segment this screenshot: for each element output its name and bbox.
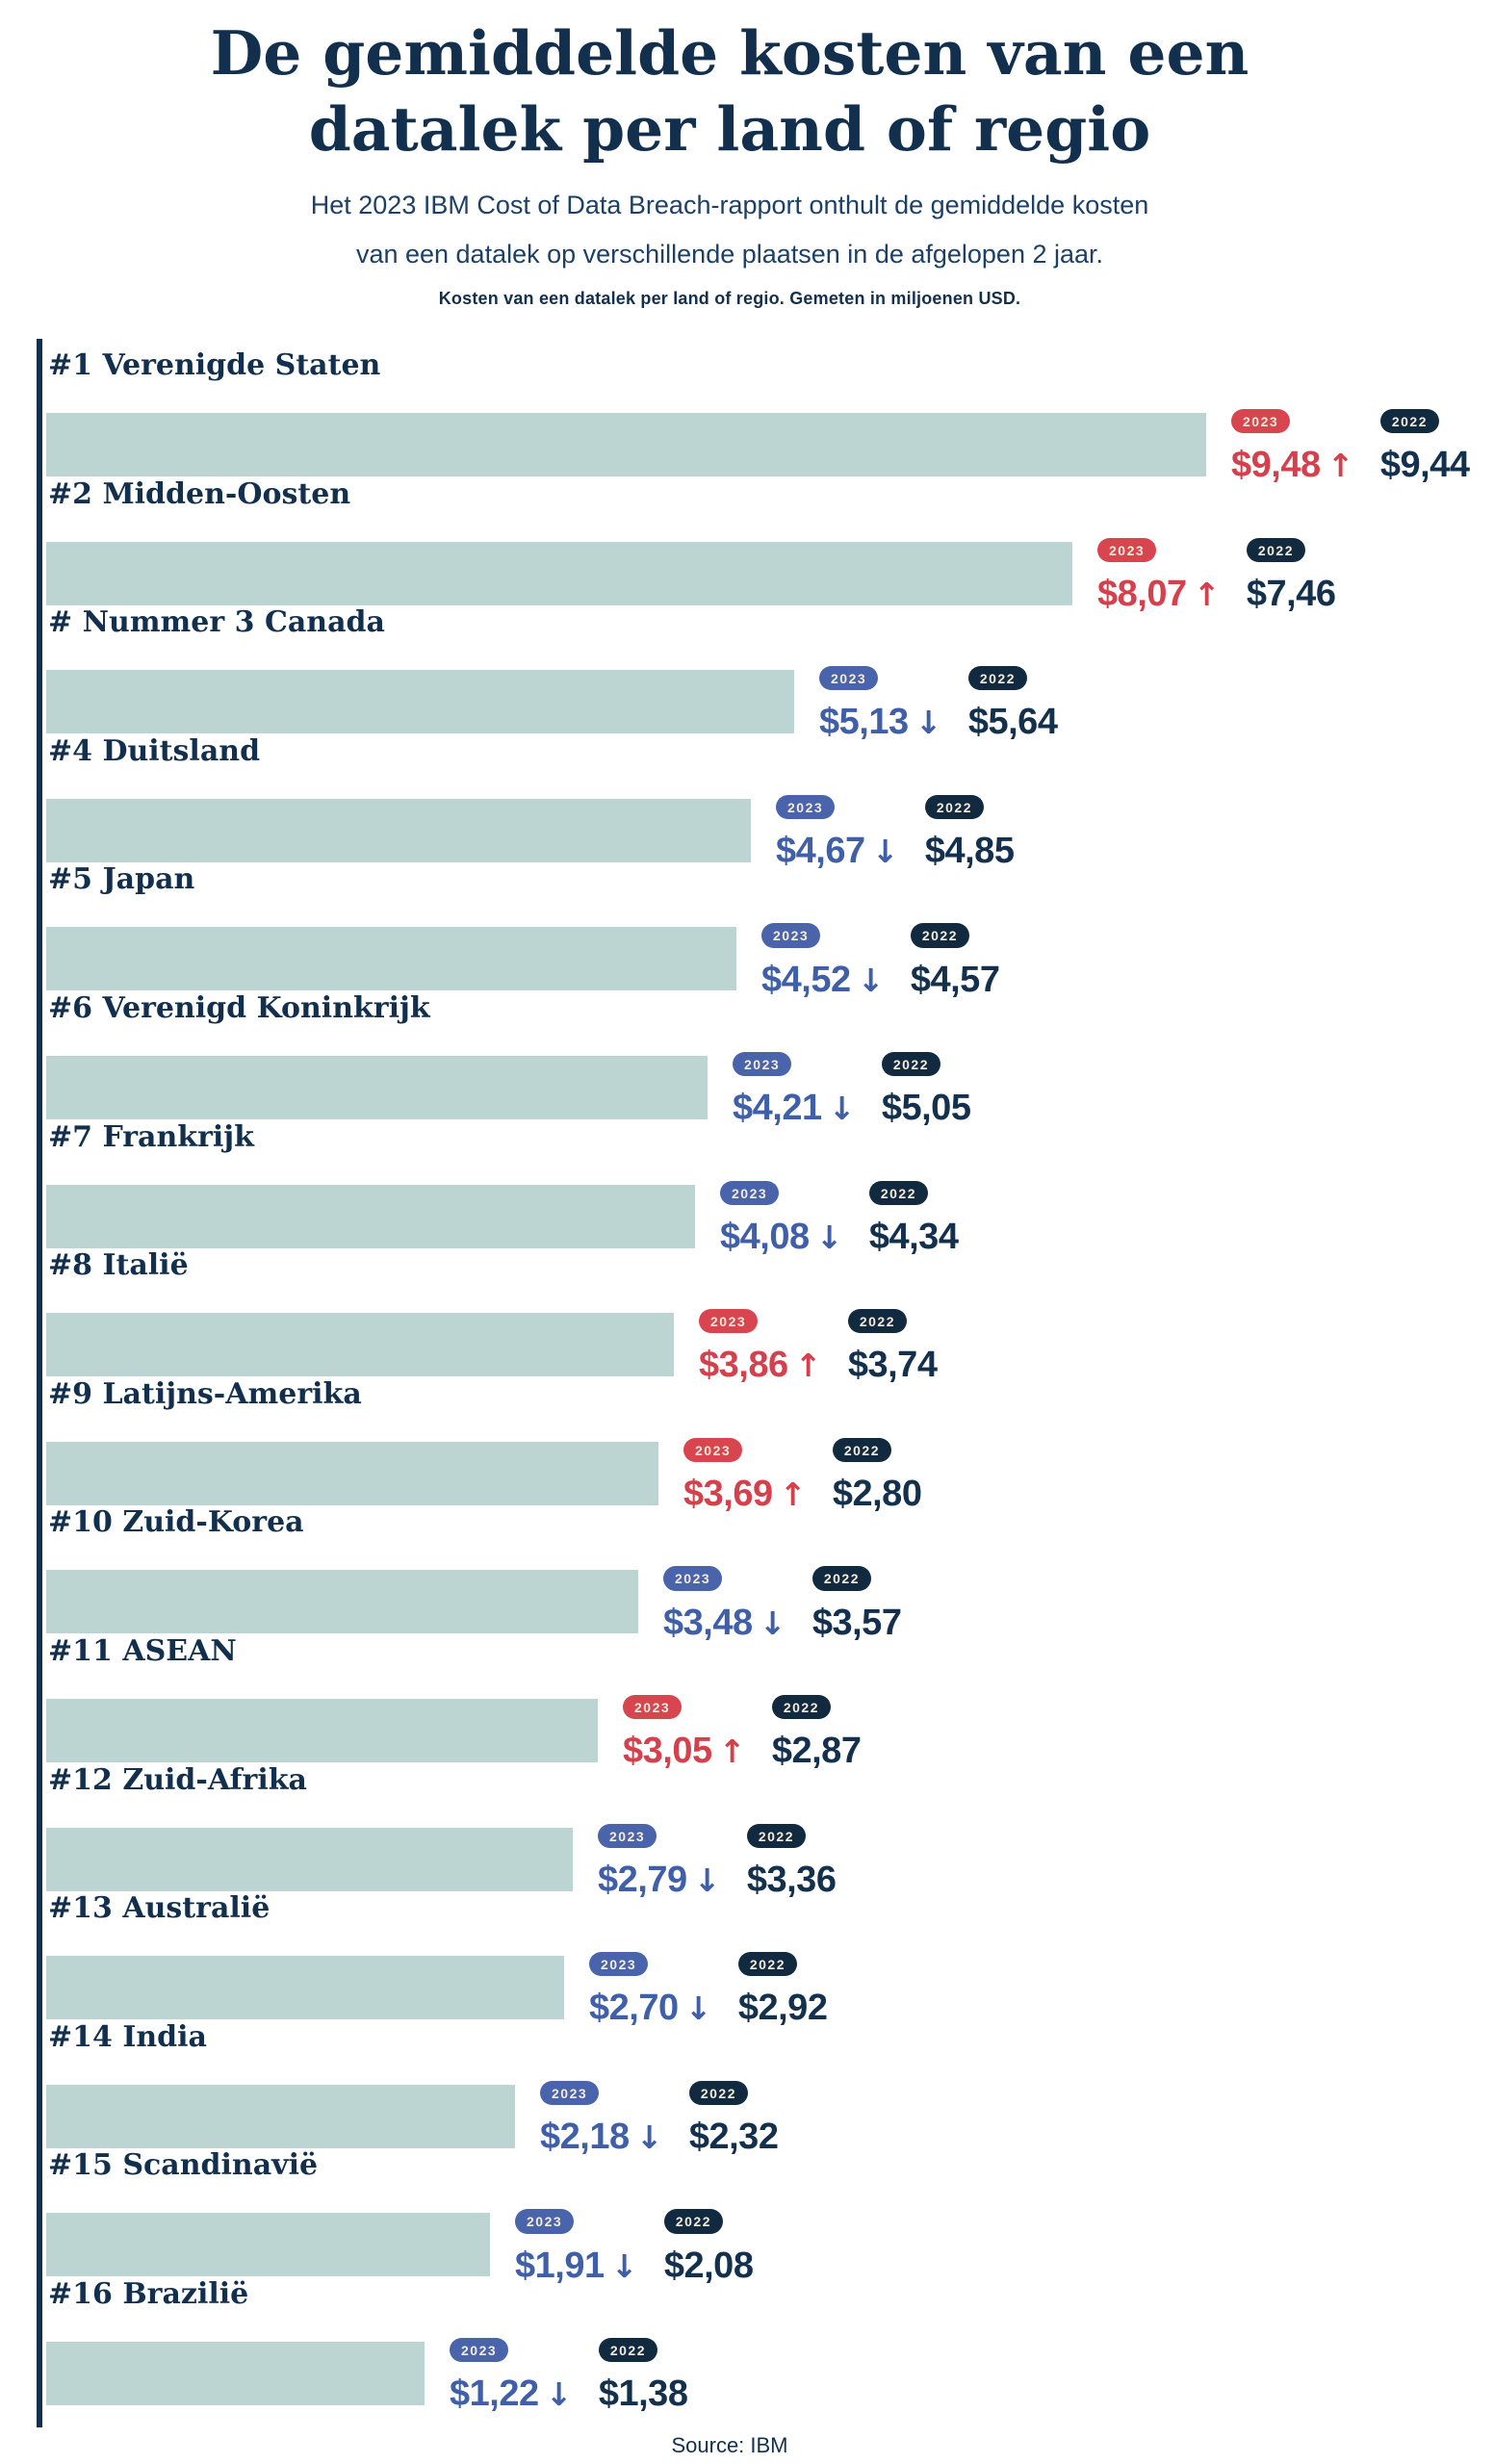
badge-2022: 2022 (747, 1824, 806, 1848)
chart-row (46, 2268, 1459, 2415)
badge-2023: 2023 (720, 1181, 779, 1205)
row-label: #15 Scandinavië (48, 2148, 319, 2183)
arrow-up-icon: ↑ (794, 1347, 821, 1385)
chart-row (46, 1111, 1459, 1257)
arrow-down-icon: ↓ (857, 961, 884, 999)
chart-row (46, 2139, 1459, 2286)
value-2022: $7,46 (1246, 573, 1336, 614)
badge-2022: 2022 (738, 1952, 797, 1976)
badge-2023: 2023 (515, 2209, 574, 2233)
arrow-down-icon: ↓ (610, 2246, 637, 2285)
badge-2022: 2022 (1247, 538, 1305, 562)
arrow-up-icon: ↑ (1193, 575, 1220, 613)
page-subtitle (0, 181, 1459, 280)
arrow-down-icon: ↓ (693, 1861, 720, 1899)
badge-2022: 2022 (664, 2209, 723, 2233)
value-2022: $1,38 (598, 2374, 688, 2415)
chart-row (46, 853, 1459, 1000)
value-2023: $8,07 ↑ (1097, 573, 1220, 614)
row-label: # Nummer 3 Canada (48, 605, 385, 640)
chart-row (46, 2011, 1459, 2157)
badge-2022: 2022 (772, 1695, 831, 1719)
arrow-down-icon: ↓ (914, 704, 941, 742)
badge-2023: 2023 (450, 2338, 508, 2362)
badge-2023: 2023 (683, 1438, 742, 1462)
arrow-down-icon: ↓ (815, 1218, 842, 1256)
page-title-line1: De gemiddelde kosten van een (210, 17, 1249, 89)
column-2022 (599, 2338, 712, 2415)
row-label: #11 ASEAN (48, 1633, 237, 1668)
value-2023: $2,79 ↓ (598, 1859, 720, 1900)
arrow-up-icon: ↑ (779, 1475, 806, 1513)
row-label: #16 Brazilië (48, 2276, 249, 2311)
badge-2023: 2023 (1231, 409, 1290, 433)
row-label: #2 Midden-Oosten (48, 476, 351, 511)
badge-2023: 2023 (589, 1952, 648, 1976)
source-note: Source: IBM (671, 2433, 788, 2457)
badge-2023: 2023 (761, 923, 820, 947)
value-2022: $4,57 (910, 959, 1000, 1000)
badge-2022: 2022 (833, 1438, 891, 1462)
y-axis-line (37, 339, 42, 2427)
badge-2023: 2023 (776, 795, 835, 819)
value-2022: $4,34 (868, 1216, 959, 1257)
chart-row (46, 725, 1459, 871)
arrow-up-icon: ↑ (1327, 447, 1353, 485)
value-2022: $2,32 (688, 2116, 779, 2157)
row-label: #1 Verenigde Staten (48, 348, 381, 382)
arrow-up-icon: ↑ (718, 1732, 745, 1771)
value-2022: $2,92 (737, 1988, 828, 2029)
chart-row (46, 1368, 1459, 1514)
badge-2022: 2022 (869, 1181, 928, 1205)
value-2023: $4,67 ↓ (776, 830, 898, 871)
arrow-down-icon: ↓ (545, 2375, 572, 2414)
value-2022: $3,36 (746, 1859, 837, 1900)
arrow-down-icon: ↓ (759, 1604, 786, 1642)
badge-2022: 2022 (882, 1052, 940, 1076)
chart-row (46, 468, 1459, 614)
chart-row (46, 1882, 1459, 2029)
badge-2022: 2022 (689, 2081, 748, 2105)
arrow-down-icon: ↓ (871, 832, 898, 870)
value-2023: $2,70 ↓ (589, 1988, 711, 2029)
arrow-down-icon: ↓ (828, 1090, 855, 1128)
page-subtitle-line1: Het 2023 IBM Cost of Data Breach-rapport onthult de gemiddelde kosten (310, 191, 1149, 219)
chart-caption: Kosten van een datalek per land of regio. Gemeten in miljoenen USD. (438, 289, 1021, 308)
value-2022: $2,80 (832, 1473, 922, 1514)
page-title-line2: datalek per land of regio (308, 93, 1151, 166)
value-2023: $3,86 ↑ (699, 1345, 821, 1386)
badge-2022: 2022 (812, 1566, 871, 1590)
value-2023: $2,18 ↓ (540, 2116, 662, 2157)
row-label: #6 Verenigd Koninkrijk (48, 990, 430, 1025)
column-2023 (450, 2338, 572, 2415)
badge-2022: 2022 (968, 666, 1027, 690)
value-2023: $1,22 ↓ (450, 2374, 572, 2415)
value-2023: $3,69 ↑ (683, 1473, 806, 1514)
row-label: #14 India (48, 2019, 207, 2054)
value-2022: $3,74 (847, 1345, 938, 1386)
value-2023: $3,05 ↑ (623, 1731, 745, 1772)
value-2023: $4,21 ↓ (733, 1088, 855, 1129)
badge-2023: 2023 (819, 666, 878, 690)
value-2022: $2,87 (771, 1731, 862, 1772)
value-2022: $2,08 (663, 2245, 754, 2286)
badge-2023: 2023 (598, 1824, 657, 1848)
row-label: #4 Duitsland (48, 733, 261, 768)
row-label: #10 Zuid-Korea (48, 1505, 304, 1540)
chart-row (46, 1239, 1459, 1386)
row-label: #8 Italië (48, 1248, 189, 1283)
row-label: #7 Frankrijk (48, 1119, 254, 1154)
page-subtitle-line2: van een datalek op verschillende plaatsen in de afgelopen 2 jaar. (355, 240, 1104, 270)
arrow-down-icon: ↓ (684, 1989, 711, 2028)
bar-chart (46, 339, 1470, 2415)
badge-2022: 2022 (848, 1309, 907, 1333)
page-title (0, 15, 1459, 168)
badge-2022: 2022 (911, 923, 969, 947)
value-2023: $3,48 ↓ (663, 1602, 786, 1643)
chart-row (46, 1496, 1459, 1643)
row-label: #13 Australië (48, 1891, 270, 1926)
row-label: #12 Zuid-Afrika (48, 1762, 307, 1797)
chart-row (46, 596, 1459, 743)
value-2022: $5,64 (967, 702, 1058, 743)
value-2023: $9,48 ↑ (1231, 445, 1353, 486)
value-2022: $5,05 (881, 1088, 971, 1129)
badge-2022: 2022 (925, 795, 984, 819)
chart-row (46, 1625, 1459, 1772)
badge-2023: 2023 (699, 1309, 758, 1333)
badge-2023: 2023 (1097, 538, 1156, 562)
value-2022: $4,85 (924, 830, 1015, 871)
value-2023: $1,91 ↓ (515, 2245, 637, 2286)
badge-2022: 2022 (599, 2338, 657, 2362)
value-2022: $3,57 (811, 1602, 902, 1643)
chart-row (46, 1754, 1459, 1900)
value-2022: $9,44 (1379, 445, 1470, 486)
badge-2023: 2023 (663, 1566, 722, 1590)
value-2023: $4,08 ↓ (720, 1216, 842, 1257)
arrow-down-icon: ↓ (635, 2118, 662, 2156)
badge-2022: 2022 (1380, 409, 1439, 433)
badge-2023: 2023 (540, 2081, 599, 2105)
value-2023: $5,13 ↓ (819, 702, 941, 743)
badge-2023: 2023 (623, 1695, 682, 1719)
chart-row (46, 339, 1470, 486)
badge-2023: 2023 (733, 1052, 791, 1076)
row-label: #5 Japan (48, 862, 195, 897)
value-columns (450, 2338, 712, 2415)
bar-2023 (46, 2342, 425, 2405)
value-2023: $4,52 ↓ (761, 959, 884, 1000)
row-label: #9 Latijns-Amerika (48, 1376, 362, 1411)
chart-row (46, 982, 1459, 1129)
